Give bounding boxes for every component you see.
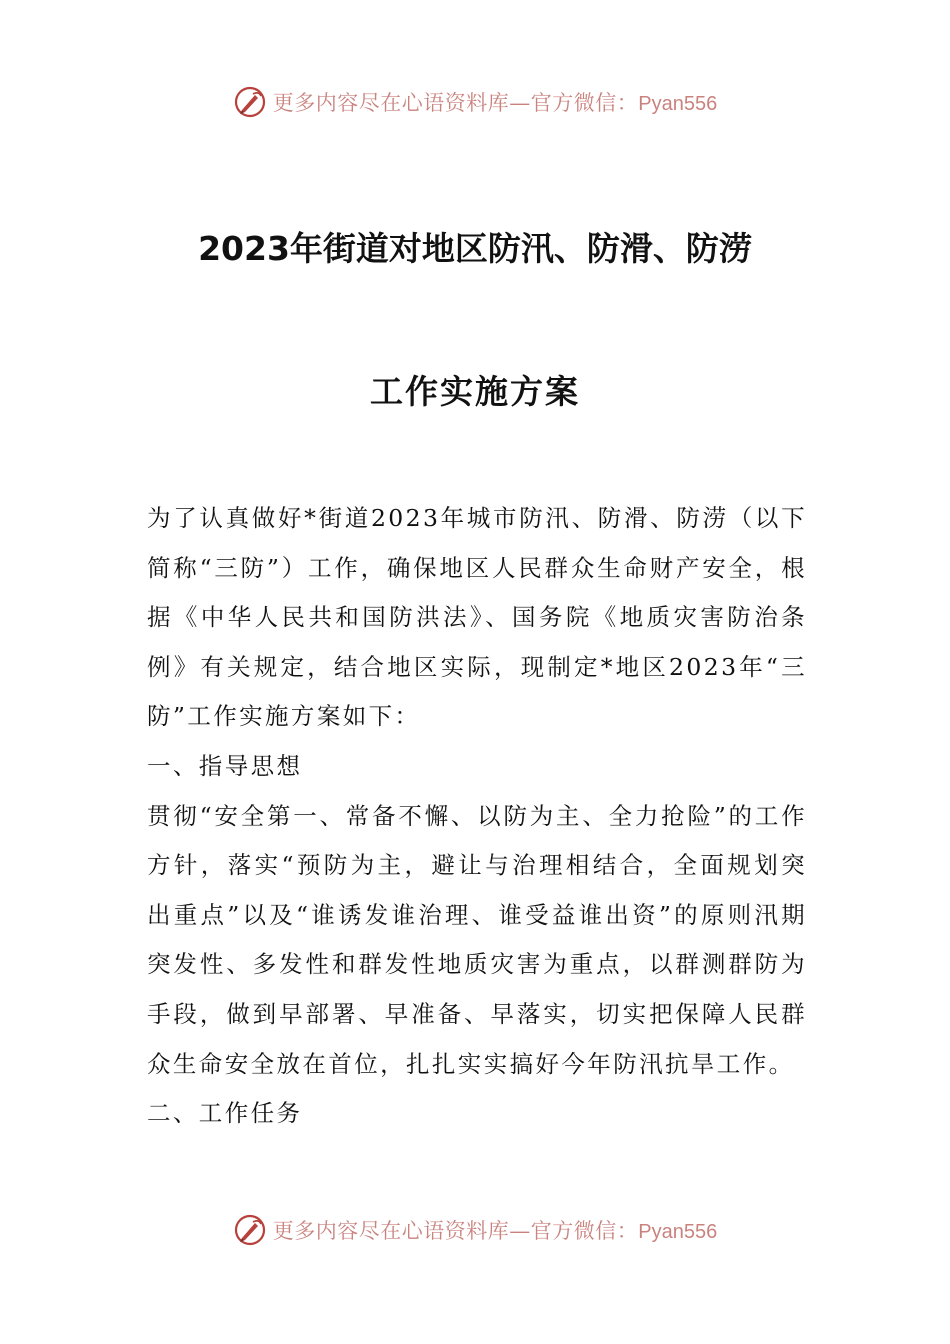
- wechat-id: Pyan556: [638, 93, 718, 115]
- pen-logo-icon: [233, 1213, 267, 1247]
- document-title-line-2: 工作实施方案: [370, 372, 580, 411]
- section-heading-guiding-ideology: 一、指导思想: [147, 751, 303, 780]
- guiding-ideology-paragraph: 贯彻“安全第一、常备不懈、以防为主、全力抢险”的工作方针，落实“预防为主，避让与治理相结合，全面规划突出重点”以及“谁诱发谁治理、谁受益谁出资”的原则汛期突发性、多发性和群发性地质灾害为重点，以群测群防为手段，做到早部署、早准备、早落实，切实把保障人民群众生命安全放在首位，扎扎实实搞好今年防汛抗旱工作。: [147, 801, 807, 1078]
- watermark-text: 更多内容尽在心语资料库—官方微信：Pyan556: [272, 1219, 718, 1243]
- document-body: [147, 494, 807, 1139]
- footer-watermark-banner: [0, 1210, 950, 1250]
- pen-logo-icon: [233, 85, 267, 119]
- header-watermark-banner: [0, 82, 950, 122]
- watermark-text: 更多内容尽在心语资料库—官方微信：Pyan556: [272, 91, 718, 115]
- document-title-line-1: 2023年街道对地区防汛、防滑、防涝: [198, 229, 752, 268]
- section-heading-work-tasks: 二、工作任务: [147, 1099, 303, 1128]
- wechat-id: Pyan556: [638, 1221, 718, 1243]
- intro-paragraph: 为了认真做好*街道2023年城市防汛、防滑、防涝（以下简称“三防”）工作，确保地区人民群众生命财产安全，根据《中华人民共和国防洪法》、国务院《地质灾害防治条例》有关规定，结合地区实际，现制定*地区2023年“三防”工作实施方案如下：: [147, 504, 807, 731]
